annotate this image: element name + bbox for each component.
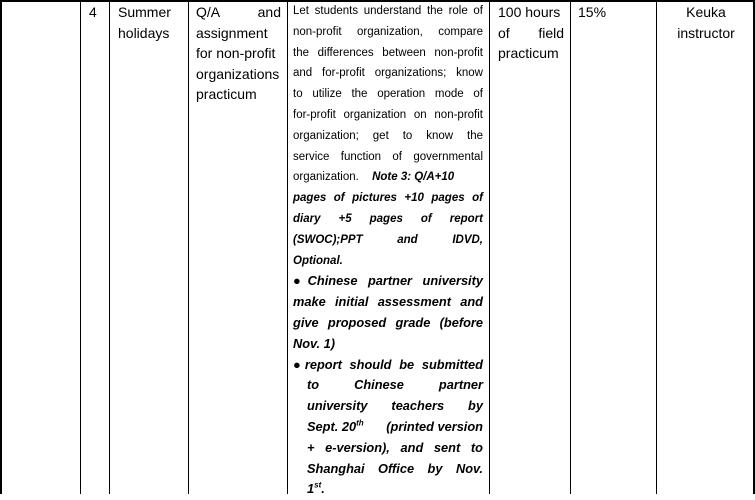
column-divider (489, 0, 490, 494)
column-divider (109, 0, 110, 494)
description-line: non-profit organization, compare (293, 25, 483, 38)
bullet-line: ●Chinese partner university (293, 273, 483, 289)
topic-cell (196, 2, 281, 105)
row-number: 4 (89, 4, 97, 20)
weight-value: 15% (578, 4, 607, 20)
note-label: Note 3: Q/A+10 (372, 171, 455, 184)
bullet-line: to Chinese partner (307, 377, 483, 393)
period-cell (118, 2, 184, 43)
description-line: and for-profit organizations; know (293, 67, 483, 80)
hours-cell (498, 2, 564, 64)
column-divider (80, 0, 81, 494)
bullet-line: Nov. 1) (293, 335, 335, 351)
note-line: (SWOC);PPT and IDVD, (293, 233, 483, 246)
bullet-line: university teachers by (307, 398, 483, 414)
bullet-line: + e-version), and sent to (307, 439, 483, 455)
deadline-text: (printed version (386, 418, 483, 434)
note-line: pages of pictures +10 pages of (293, 192, 483, 205)
deadline-date: Sept. 20 (307, 418, 357, 434)
bullet-line: make initial assessment and (293, 294, 483, 310)
bullet-line: give proposed grade (before (293, 314, 483, 330)
bullet-line: Shanghai Office by Nov. (307, 460, 483, 476)
final-period: . (321, 481, 325, 497)
instructor-line: instructor (677, 24, 735, 41)
description-line: organization; get to know the (293, 129, 483, 142)
period-line: Summer (118, 4, 171, 20)
column-divider (656, 0, 657, 494)
description-line (293, 167, 483, 188)
topic-line: practicum (196, 86, 257, 103)
instructor-line: Keuka (686, 4, 726, 20)
description-line: Let students understand the role of (293, 5, 483, 17)
ordinal-suffix: th (356, 418, 364, 428)
description-line: service function of governmental (293, 150, 483, 163)
description-cell (293, 1, 483, 500)
topic-line: assignment (196, 24, 268, 41)
description-line: to utilize the operation mode of (293, 88, 483, 101)
topic-line: for non-profit (196, 45, 276, 62)
instructor-cell (660, 2, 752, 43)
note-line: diary +5 pages of report (293, 212, 483, 225)
column-divider (287, 0, 288, 494)
row-number-cell (89, 2, 105, 23)
description-line: the differences between non-profit (293, 46, 483, 59)
bullet-line: ●report should be submitted (293, 356, 483, 372)
note-line: Optional. (293, 254, 343, 267)
weight-cell (578, 2, 648, 23)
topic-word: Q/A (196, 4, 221, 20)
period-line: holidays (118, 24, 170, 41)
hours-line: 100 hours (498, 4, 561, 20)
topic-line: organizations (196, 65, 280, 82)
column-divider (570, 0, 571, 494)
hours-word: of (498, 24, 510, 41)
hours-word: field (538, 24, 564, 41)
ordinal-suffix: st (314, 481, 322, 491)
bullet-line (293, 417, 483, 438)
hours-line: practicum (498, 45, 559, 62)
column-divider (188, 0, 189, 494)
topic-word: and (257, 4, 281, 20)
description-line: for-profit organization on non-profit (293, 108, 483, 121)
description-text: organization. (293, 171, 359, 184)
final-date: 1 (307, 481, 315, 497)
bullet-line (293, 479, 483, 500)
hours-line (498, 23, 564, 44)
topic-line (196, 2, 281, 23)
